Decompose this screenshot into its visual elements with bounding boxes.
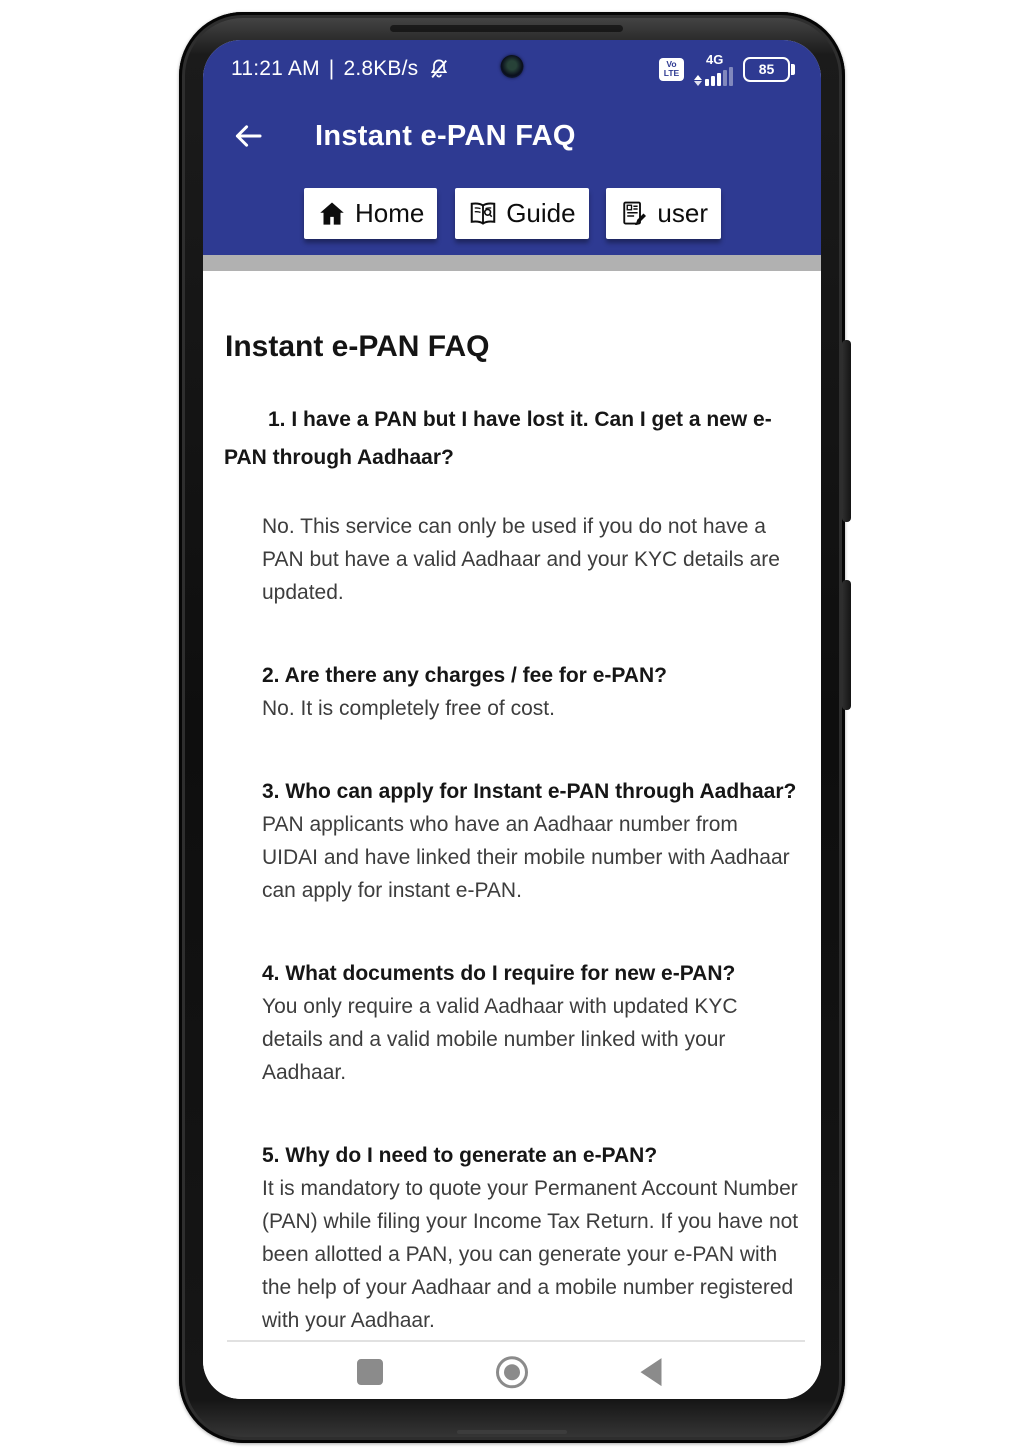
guide-button[interactable]: Guide — [455, 188, 588, 239]
earpiece-speaker — [390, 25, 623, 32]
network-speed: 2.8KB/s — [343, 57, 419, 80]
status-bar — [203, 40, 821, 92]
battery-percent: 85 — [743, 57, 790, 82]
page-title: Instant e-PAN FAQ — [315, 119, 576, 152]
faq-answer: No. It is completely free of cost. — [262, 697, 555, 720]
clock: 11:21 AM — [231, 57, 320, 80]
home-circle-icon[interactable] — [496, 1356, 528, 1388]
home-icon — [317, 199, 347, 229]
signal-4g-icon: 4G — [694, 53, 733, 86]
battery-icon — [743, 57, 795, 82]
volume-button[interactable] — [842, 580, 851, 710]
content-title: Instant e-PAN FAQ — [225, 330, 490, 363]
screen — [203, 40, 821, 1399]
bottom-antenna-line — [457, 1430, 567, 1434]
faq-item — [262, 957, 799, 1089]
guide-book-icon — [468, 199, 498, 229]
faq-item — [262, 775, 799, 907]
faq-question: 5. Why do I need to generate an e-PAN? — [262, 1144, 658, 1167]
status-right — [659, 53, 795, 86]
faq-answer: No. This service can only be used if you do not have a PAN but have a valid Aadhaar and your KYC details are updated. — [262, 515, 780, 604]
power-button[interactable] — [842, 340, 851, 522]
user-button[interactable]: user — [606, 188, 721, 239]
faq-answer: It is mandatory to quote your Permanent Account Number (PAN) while filing your Income Tax Return. If you have not been allotted a PAN, you can generate your e-PAN with the help of your Aadhaar and a mobile number registered with your Aadhaar. — [262, 1177, 799, 1332]
faq-item — [262, 1139, 799, 1337]
back-arrow-icon[interactable] — [231, 119, 265, 153]
system-nav-bar — [203, 1342, 821, 1399]
header-divider — [203, 255, 821, 271]
faq-answer: You only require a valid Aadhaar with updated KYC details and a valid mobile number linked with your Aadhaar. — [262, 995, 738, 1084]
faq-item — [262, 659, 799, 725]
quick-nav — [203, 180, 821, 255]
muted-bell-icon — [427, 57, 451, 81]
volte-icon: Vo LTE — [659, 58, 684, 81]
faq-item — [224, 401, 799, 609]
faq-question: 2. Are there any charges / fee for e-PAN? — [262, 664, 667, 687]
faq-question: 4. What documents do I require for new e-PAN? — [262, 962, 736, 985]
app-bar — [203, 92, 821, 180]
user-form-icon — [619, 199, 649, 229]
status-separator: | — [328, 57, 335, 80]
faq-question: 3. Who can apply for Instant e-PAN through Aadhaar? — [262, 780, 797, 803]
status-left — [231, 57, 451, 81]
back-triangle-icon[interactable] — [641, 1358, 662, 1386]
front-camera — [501, 55, 524, 78]
faq-content[interactable] — [203, 271, 821, 1342]
recents-square-icon[interactable] — [357, 1359, 383, 1385]
faq-answer: PAN applicants who have an Aadhaar number from UIDAI and have linked their mobile number with Aadhaar can apply for instant e-PAN. — [262, 813, 790, 902]
phone-frame — [179, 12, 845, 1443]
faq-question: 1. I have a PAN but I have lost it. Can I get a new e-PAN through Aadhaar? — [224, 408, 772, 469]
home-button[interactable]: Home — [304, 188, 437, 239]
faq-list — [224, 401, 799, 1337]
